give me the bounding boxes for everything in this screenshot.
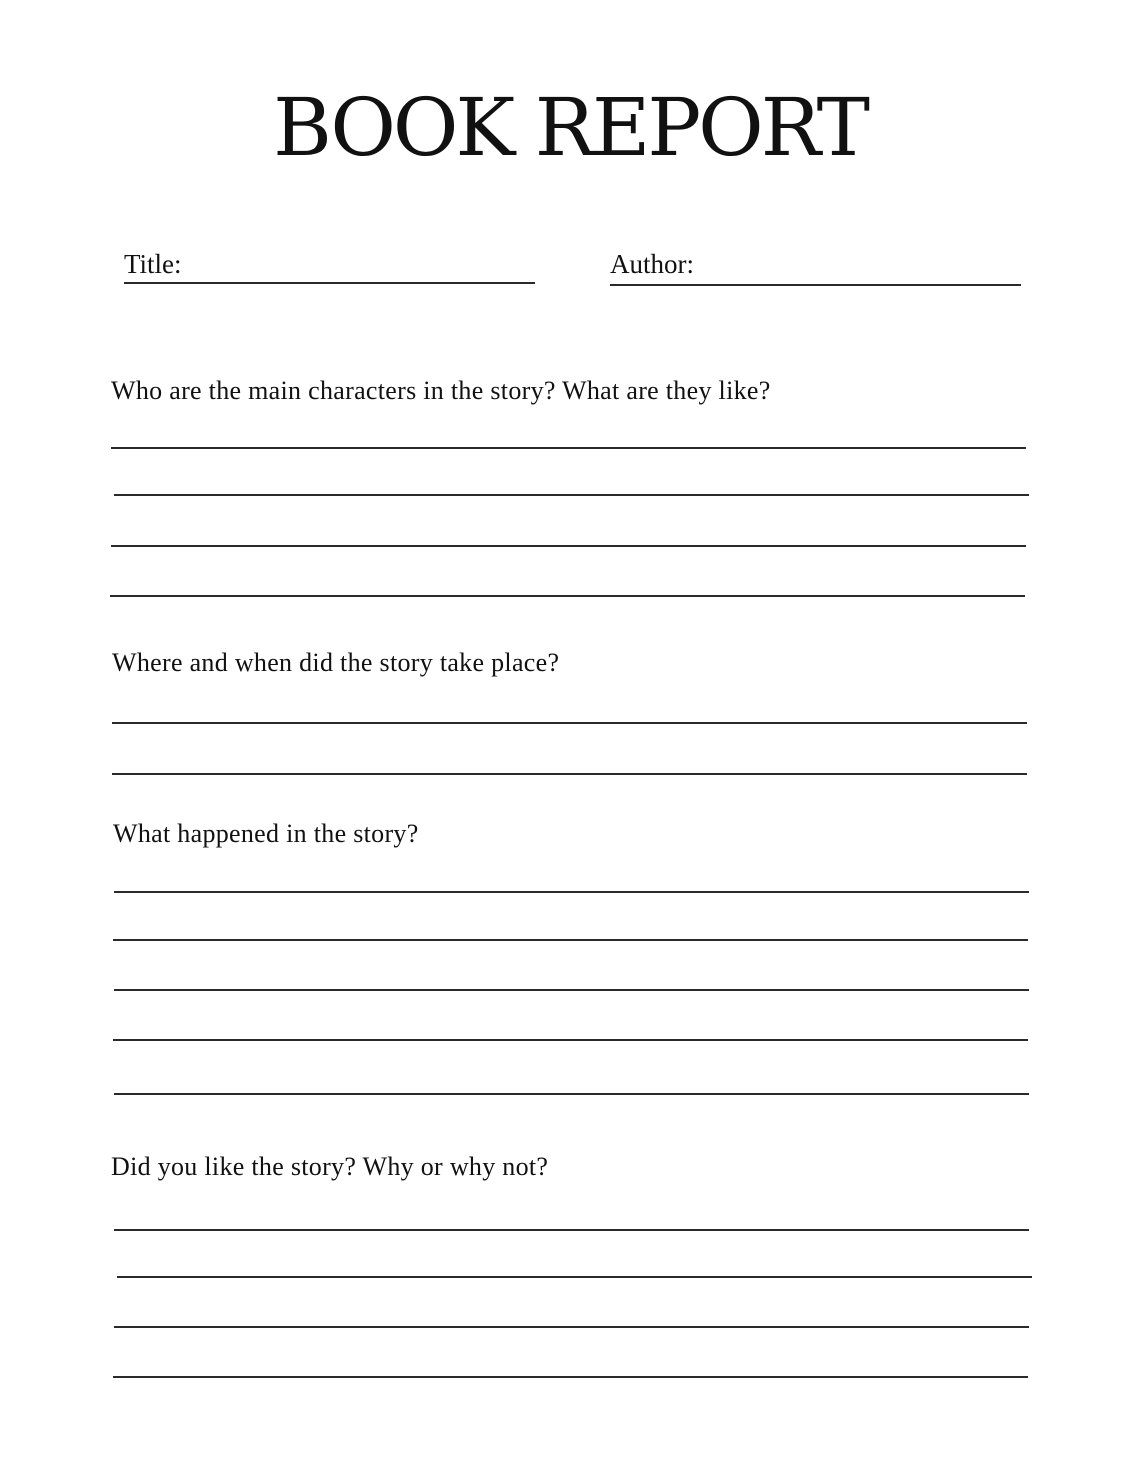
page-title: BOOK REPORT (273, 81, 867, 174)
answer-line[interactable] (112, 722, 1027, 724)
question-opinion: Did you like the story? Why or why not? (111, 1152, 549, 1181)
answer-line[interactable] (114, 494, 1029, 496)
answer-line[interactable] (111, 545, 1026, 547)
answer-line[interactable] (114, 1229, 1029, 1231)
question-setting: Where and when did the story take place? (112, 648, 560, 677)
answer-line[interactable] (114, 1326, 1029, 1328)
answer-line[interactable] (114, 989, 1029, 991)
answer-line[interactable] (114, 891, 1029, 893)
answer-line[interactable] (113, 1376, 1028, 1378)
question-main-characters: Who are the main characters in the story? What are they like? (111, 376, 771, 405)
title-label: Title: (124, 249, 182, 279)
question-plot: What happened in the story? (113, 819, 419, 848)
answer-line[interactable] (113, 1039, 1028, 1041)
answer-line[interactable] (117, 1276, 1032, 1278)
answer-line[interactable] (112, 773, 1027, 775)
author-input-line[interactable] (610, 284, 1021, 286)
title-input-line[interactable] (124, 282, 535, 284)
answer-line[interactable] (113, 939, 1028, 941)
author-label: Author: (610, 249, 694, 279)
answer-line[interactable] (110, 595, 1025, 597)
answer-line[interactable] (114, 1093, 1029, 1095)
answer-line[interactable] (111, 447, 1026, 449)
